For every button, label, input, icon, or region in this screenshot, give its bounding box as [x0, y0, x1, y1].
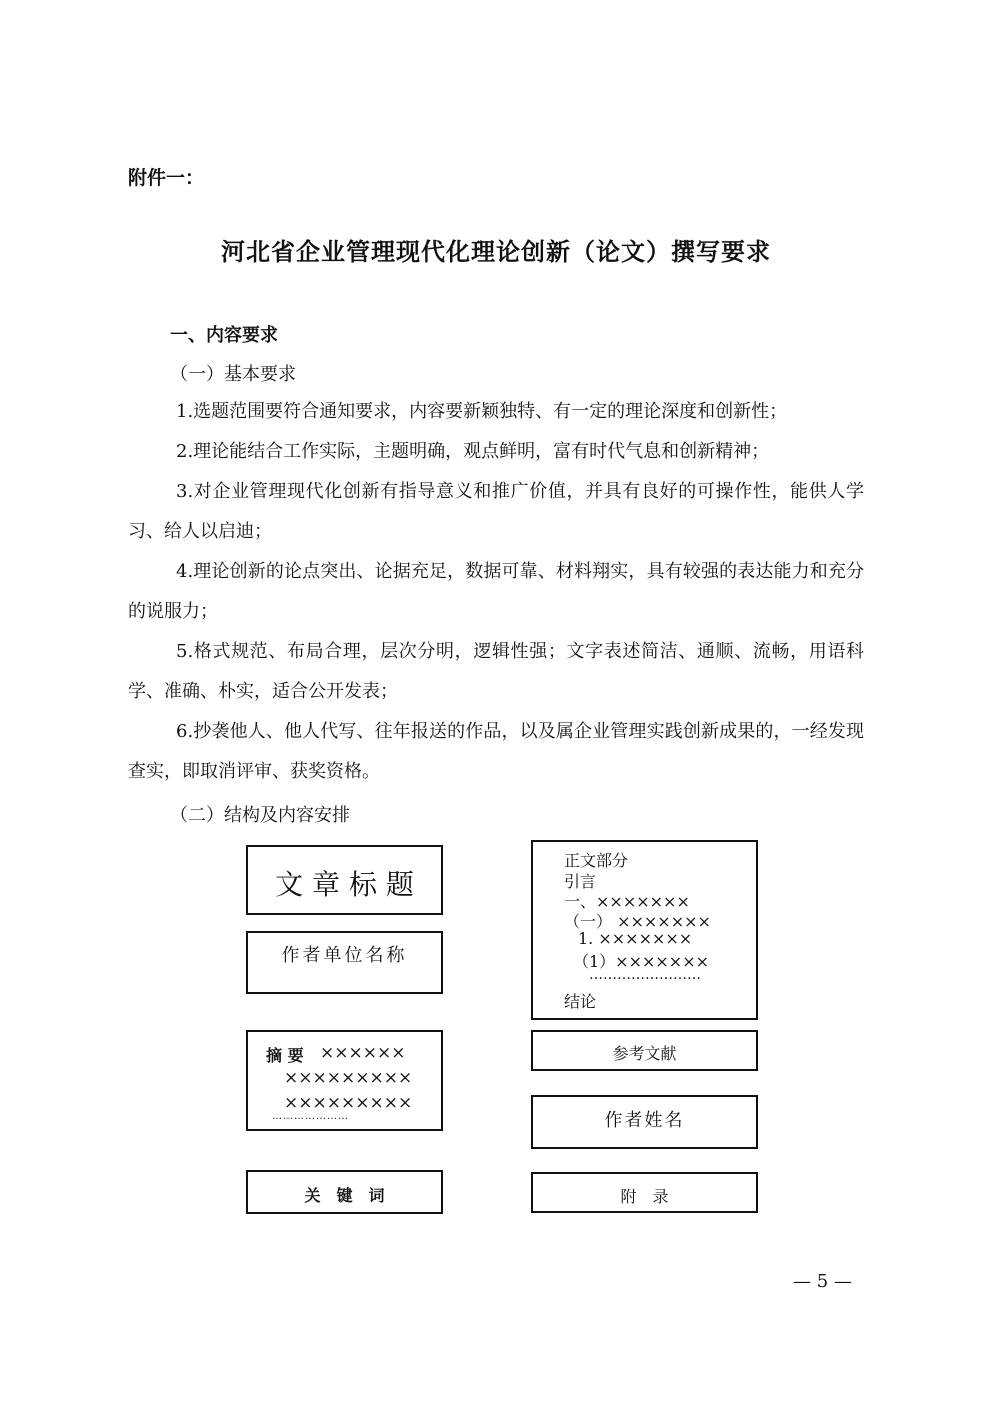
requirement-item-1: 1.选题范围要符合通知要求，内容要新颖独特、有一定的理论深度和创新性；	[176, 401, 788, 422]
requirement-item-4: 4.理论创新的论点突出、论据充足，数据可靠、材料翔实，具有较强的表达能力和充分的说服力；	[128, 561, 864, 622]
body-level3-heading: 1. ×××××××	[578, 929, 693, 948]
abstract-line-1: ××××××	[320, 1043, 406, 1063]
references-text: 参考文献	[612, 1044, 677, 1063]
article-title-text: 文 章 标 题	[275, 868, 414, 901]
subsection-heading-basic-requirements: （一）基本要求	[170, 364, 296, 385]
page-number: — 5 —	[793, 1271, 852, 1292]
author-name-box	[531, 1095, 758, 1149]
appendix-box	[531, 1172, 758, 1213]
abstract-line-2: ×××××××××	[284, 1068, 413, 1088]
body-level1-heading: 一、×××××××	[564, 892, 690, 911]
body-level4-heading: （1）×××××××	[573, 952, 710, 971]
conclusion-label: 结论	[564, 992, 597, 1011]
body-ellipsis: ……………………	[589, 967, 701, 983]
article-title-box	[246, 845, 443, 915]
body-section-box	[531, 840, 758, 1020]
keywords-text: 关 键 词	[304, 1186, 385, 1205]
abstract-label: 摘 要	[266, 1046, 304, 1065]
abstract-ellipsis: …………………	[272, 1111, 349, 1122]
author-unit-text: 作者单位名称	[281, 945, 408, 966]
requirement-item-2: 2.理论能结合工作实际，主题明确，观点鲜明，富有时代气息和创新精神；	[176, 441, 770, 462]
author-unit-box	[246, 931, 443, 994]
keywords-box	[246, 1170, 443, 1214]
abstract-box	[246, 1030, 443, 1131]
body-level2-heading: （一） ×××××××	[564, 912, 711, 931]
requirement-item-6: 6.抄袭他人、他人代写、往年报送的作品，以及属企业管理实践创新成果的，一经发现查实，即取消评审、获奖资格。	[128, 721, 864, 782]
requirement-item-5: 5.格式规范、布局合理，层次分明，逻辑性强；文字表述简洁、通顺、流畅，用语科学、准确、朴实，适合公开发表；	[128, 641, 864, 702]
appendix-text: 附 录	[620, 1187, 669, 1206]
attachment-label: 附件一：	[128, 167, 205, 189]
section-heading-content-requirements: 一、内容要求	[170, 325, 278, 346]
subsection-heading-structure: （二）结构及内容安排	[170, 805, 350, 826]
author-name-text: 作者姓名	[604, 1110, 685, 1131]
introduction-label: 引言	[564, 872, 597, 891]
requirement-item-3: 3.对企业管理现代化创新有指导意义和推广价值，并具有良好的可操作性，能供人学习、给人以启迪；	[128, 481, 864, 542]
abstract-line-3: ×××××××××	[284, 1093, 413, 1113]
references-box	[531, 1030, 758, 1071]
body-label: 正文部分	[564, 851, 629, 870]
document-title: 河北省企业管理现代化理论创新（论文）撰写要求	[221, 238, 771, 266]
